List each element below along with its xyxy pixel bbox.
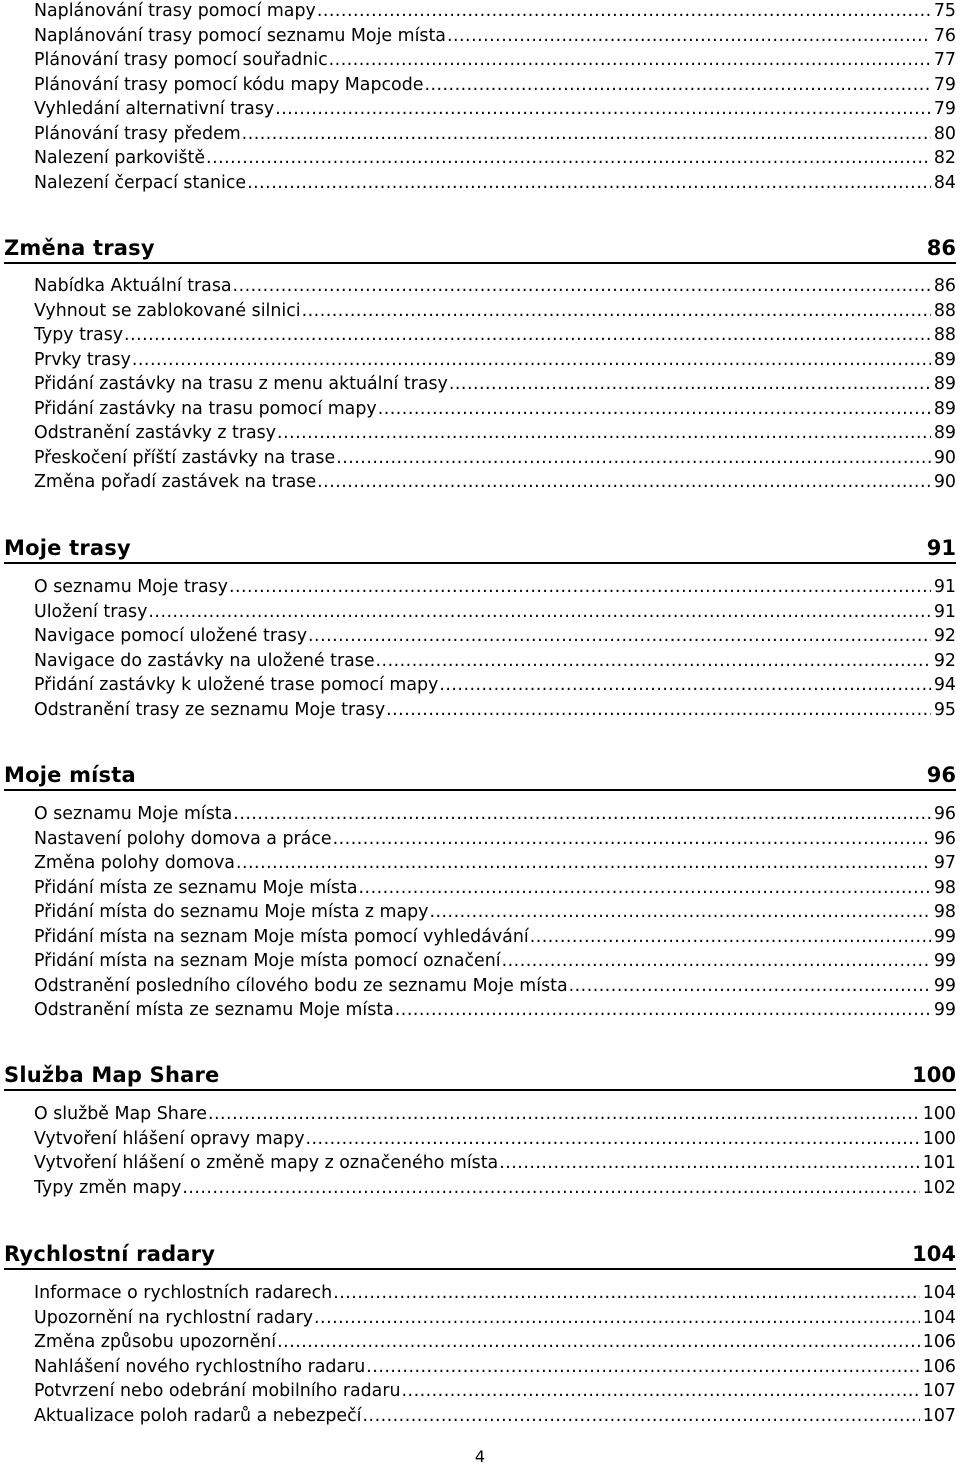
dot-leader: [124, 324, 931, 346]
dot-leader: [333, 1282, 920, 1304]
dot-leader: [302, 300, 931, 322]
dot-leader: [376, 650, 931, 672]
toc-entry-page: 77: [933, 50, 956, 71]
toc-entry-title: Změna způsobu upozornění: [34, 1332, 277, 1353]
toc-entry-page: 106: [922, 1332, 956, 1353]
section-title: Moje trasy: [4, 536, 131, 560]
toc-entry-title: Nabídka Aktuální trasa: [34, 276, 232, 296]
toc-entry[interactable]: [34, 625, 956, 647]
toc-entry[interactable]: [34, 398, 956, 420]
toc-entry-title: Odstranění zastávky z trasy: [34, 423, 277, 444]
toc-entry[interactable]: [34, 98, 956, 120]
dot-leader: [363, 1405, 920, 1427]
toc-entry[interactable]: [34, 650, 956, 672]
toc-entry[interactable]: [34, 49, 956, 71]
toc-entry-title: Vytvoření hlášení opravy mapy: [34, 1128, 305, 1149]
dot-leader: [378, 398, 931, 420]
toc-entry-title: Přidání zastávky na trasu z menu aktuální trasy: [34, 374, 448, 395]
toc-entry[interactable]: [34, 0, 956, 22]
toc-entry-page: 99: [933, 951, 956, 972]
toc-entry-page: 102: [922, 1177, 956, 1198]
dot-leader: [449, 373, 931, 395]
dot-leader: [277, 422, 931, 444]
toc-entry[interactable]: [34, 1331, 956, 1353]
dot-leader: [333, 828, 931, 850]
toc-entry-page: 107: [922, 1381, 956, 1402]
toc-entry-title: Informace o rychlostních radarech: [34, 1283, 333, 1303]
toc-entry[interactable]: [34, 877, 956, 899]
toc-entry[interactable]: [34, 422, 956, 444]
dot-leader: [247, 172, 931, 194]
toc-entry[interactable]: [34, 1128, 956, 1150]
toc-entry[interactable]: [34, 1282, 956, 1304]
dot-leader: [242, 123, 931, 145]
dot-leader: [317, 0, 931, 22]
toc-entry[interactable]: [34, 1103, 956, 1125]
toc-entry-page: 90: [933, 472, 956, 493]
dot-leader: [569, 975, 931, 997]
toc-entry-page: 104: [922, 1283, 956, 1303]
toc-entry-title: Nalezení čerpací stanice: [34, 172, 247, 193]
toc-entry-page: 91: [933, 577, 956, 597]
toc-entry[interactable]: [34, 950, 956, 972]
page-number: 4: [474, 1447, 486, 1466]
toc-entry-page: 95: [933, 699, 956, 720]
toc-entry-page: 101: [922, 1153, 956, 1174]
toc-entry[interactable]: [34, 699, 956, 721]
toc-entry[interactable]: [34, 674, 956, 696]
dot-leader: [148, 601, 930, 623]
toc-entry-title: Odstranění místa ze seznamu Moje místa: [34, 1000, 394, 1021]
toc-entry[interactable]: [34, 1405, 956, 1427]
toc-entry-title: Nahlášení nového rychlostního radaru: [34, 1356, 366, 1377]
toc-entry-page: 80: [933, 123, 956, 144]
dot-leader: [429, 901, 930, 923]
toc-entry-title: Typy trasy: [34, 325, 124, 346]
dot-leader: [386, 699, 931, 721]
toc-entry-page: 92: [933, 626, 956, 647]
toc-entry-page: 76: [933, 25, 956, 46]
dot-leader: [208, 1103, 920, 1125]
toc-entry-page: 96: [933, 828, 956, 849]
section-page: 96: [926, 763, 956, 787]
dot-leader: [329, 49, 931, 71]
toc-entry[interactable]: [34, 999, 956, 1021]
toc-entry-title: Změna polohy domova: [34, 853, 235, 874]
toc-entry[interactable]: [34, 803, 956, 825]
section-title: Moje místa: [4, 763, 136, 787]
toc-entry-title: Prvky trasy: [34, 349, 131, 370]
toc-entry[interactable]: [34, 147, 956, 169]
section-heading[interactable]: [4, 1237, 956, 1270]
toc-entry[interactable]: [34, 25, 956, 47]
toc-entry-title: Přidání místa do seznamu Moje místa z mapy: [34, 902, 429, 923]
toc-entry-page: 88: [933, 300, 956, 321]
toc-entry-page: 88: [933, 325, 956, 346]
toc-entry[interactable]: [34, 601, 956, 623]
toc-entry-page: 107: [922, 1405, 956, 1426]
toc-entry-title: Nastavení polohy domova a práce: [34, 828, 332, 849]
toc-entry-title: Plánování trasy pomocí kódu mapy Mapcode: [34, 74, 424, 95]
toc-entry-title: Přidání zastávky k uložené trase pomocí mapy: [34, 675, 439, 696]
toc-entry-title: Naplánování trasy pomocí mapy: [34, 1, 316, 21]
dot-leader: [206, 147, 931, 169]
toc-entry[interactable]: [34, 123, 956, 145]
toc-entry-title: Typy změn mapy: [34, 1177, 182, 1198]
toc-entry[interactable]: [34, 975, 956, 997]
toc-entry-title: Potvrzení nebo odebrání mobilního radaru: [34, 1381, 401, 1402]
section-heading[interactable]: [4, 758, 956, 791]
dot-leader: [366, 1356, 920, 1378]
toc-entry-page: 82: [933, 148, 956, 169]
toc-entry[interactable]: [34, 576, 956, 598]
section-page: 86: [926, 236, 956, 260]
dot-leader: [277, 1331, 920, 1353]
section-page: 91: [926, 536, 956, 560]
toc-entry-page: 89: [933, 423, 956, 444]
toc-entry-page: 90: [933, 447, 956, 468]
toc-entry[interactable]: [34, 852, 956, 874]
toc-entry-page: 98: [933, 902, 956, 923]
toc-entry[interactable]: [34, 324, 956, 346]
toc-entry-page: 79: [933, 74, 956, 95]
toc-entry[interactable]: [34, 74, 956, 96]
dot-leader: [499, 1152, 920, 1174]
toc-entry-title: Odstranění trasy ze seznamu Moje trasy: [34, 699, 386, 720]
toc-entry[interactable]: [34, 901, 956, 923]
toc-entry[interactable]: [34, 275, 956, 297]
toc-entry-title: Nalezení parkoviště: [34, 148, 206, 169]
toc-entry-title: O seznamu Moje místa: [34, 804, 233, 824]
dot-leader: [447, 25, 931, 47]
dot-leader: [439, 674, 931, 696]
toc-entry-page: 99: [933, 1000, 956, 1021]
toc-entry-title: Navigace pomocí uložené trasy: [34, 626, 308, 647]
section-title: Změna trasy: [4, 236, 155, 260]
dot-leader: [306, 1128, 920, 1150]
toc-entry-page: 75: [933, 1, 956, 21]
toc-entry-title: Vytvoření hlášení o změně mapy z označeného místa: [34, 1153, 499, 1174]
toc-entry-title: Přeskočení příští zastávky na trase: [34, 447, 336, 468]
toc-entry-title: Aktualizace poloh radarů a nebezpečí: [34, 1405, 362, 1426]
toc-entry[interactable]: [34, 373, 956, 395]
toc-entry[interactable]: [34, 1356, 956, 1378]
toc-entry-title: Uložení trasy: [34, 601, 148, 622]
toc-entry-page: 100: [922, 1104, 956, 1124]
toc-entry-page: 106: [922, 1356, 956, 1377]
dot-leader: [132, 349, 931, 371]
toc-entry-title: O službě Map Share: [34, 1104, 207, 1124]
section-heading[interactable]: [4, 531, 956, 564]
toc-entry-page: 104: [922, 1307, 956, 1328]
section-heading[interactable]: [4, 231, 956, 264]
toc-entry-title: Přidání zastávky na trasu pomocí mapy: [34, 398, 377, 419]
dot-leader: [502, 950, 931, 972]
toc-entry-page: 96: [933, 804, 956, 824]
toc-entry[interactable]: [34, 471, 956, 493]
section-heading[interactable]: [4, 1058, 956, 1091]
toc-entry-page: 91: [933, 601, 956, 622]
dot-leader: [336, 447, 931, 469]
dot-leader: [424, 74, 930, 96]
toc-entry[interactable]: [34, 172, 956, 194]
toc-entry[interactable]: [34, 349, 956, 371]
toc-entry[interactable]: [34, 1380, 956, 1402]
toc-entry[interactable]: [34, 926, 956, 948]
toc-entry-page: 86: [933, 276, 956, 296]
section-title: Rychlostní radary: [4, 1242, 216, 1266]
dot-leader: [275, 98, 931, 120]
section-page: 104: [912, 1242, 956, 1266]
dot-leader: [308, 625, 931, 647]
toc-entry-title: O seznamu Moje trasy: [34, 577, 228, 597]
toc-entry-page: 100: [922, 1128, 956, 1149]
toc-entry-title: Odstranění posledního cílového bodu ze seznamu Moje místa: [34, 975, 568, 996]
dot-leader: [530, 926, 931, 948]
toc-entry-page: 79: [933, 99, 956, 120]
toc-entry-page: 84: [933, 172, 956, 193]
toc-entry-page: 89: [933, 349, 956, 370]
toc-entry-page: 89: [933, 374, 956, 395]
toc-entry-title: Navigace do zastávky na uložené trase: [34, 650, 375, 671]
toc-entry[interactable]: [34, 300, 956, 322]
toc-entry[interactable]: [34, 1307, 956, 1329]
toc-entry-page: 98: [933, 877, 956, 898]
toc-entry-title: Přidání místa na seznam Moje místa pomocí označení: [34, 951, 501, 972]
toc-entry-page: 97: [933, 853, 956, 874]
section-page: 100: [912, 1063, 956, 1087]
dot-leader: [229, 576, 931, 598]
toc-entry-title: Změna pořadí zastávek na trase: [34, 472, 317, 493]
toc-entry-title: Přidání místa ze seznamu Moje místa: [34, 877, 358, 898]
toc-entry-title: Přidání místa na seznam Moje místa pomocí vyhledávání: [34, 926, 529, 947]
toc-entry-page: 89: [933, 398, 956, 419]
toc-entry-title: Plánování trasy předem: [34, 123, 241, 144]
dot-leader: [182, 1177, 919, 1199]
toc-entry-title: Vyhnout se zablokované silnici: [34, 300, 301, 321]
toc-entry-page: 99: [933, 975, 956, 996]
dot-leader: [233, 803, 931, 825]
toc-entry-page: 94: [933, 675, 956, 696]
toc-entry[interactable]: [34, 447, 956, 469]
toc-entry[interactable]: [34, 828, 956, 850]
dot-leader: [317, 471, 931, 493]
toc-entry-page: 99: [933, 926, 956, 947]
dot-leader: [314, 1307, 920, 1329]
toc-entry-title: Vyhledání alternativní trasy: [34, 99, 275, 120]
toc-entry-page: 92: [933, 650, 956, 671]
dot-leader: [236, 852, 931, 874]
section-title: Služba Map Share: [4, 1063, 220, 1087]
dot-leader: [359, 877, 931, 899]
toc-entry-title: Naplánování trasy pomocí seznamu Moje místa: [34, 25, 446, 46]
toc-entry[interactable]: [34, 1152, 956, 1174]
dot-leader: [233, 275, 931, 297]
toc-entry-title: Plánování trasy pomocí souřadnic: [34, 50, 328, 71]
toc-entry[interactable]: [34, 1177, 956, 1199]
dot-leader: [395, 999, 931, 1021]
dot-leader: [402, 1380, 920, 1402]
toc-entry-title: Upozornění na rychlostní radary: [34, 1307, 314, 1328]
